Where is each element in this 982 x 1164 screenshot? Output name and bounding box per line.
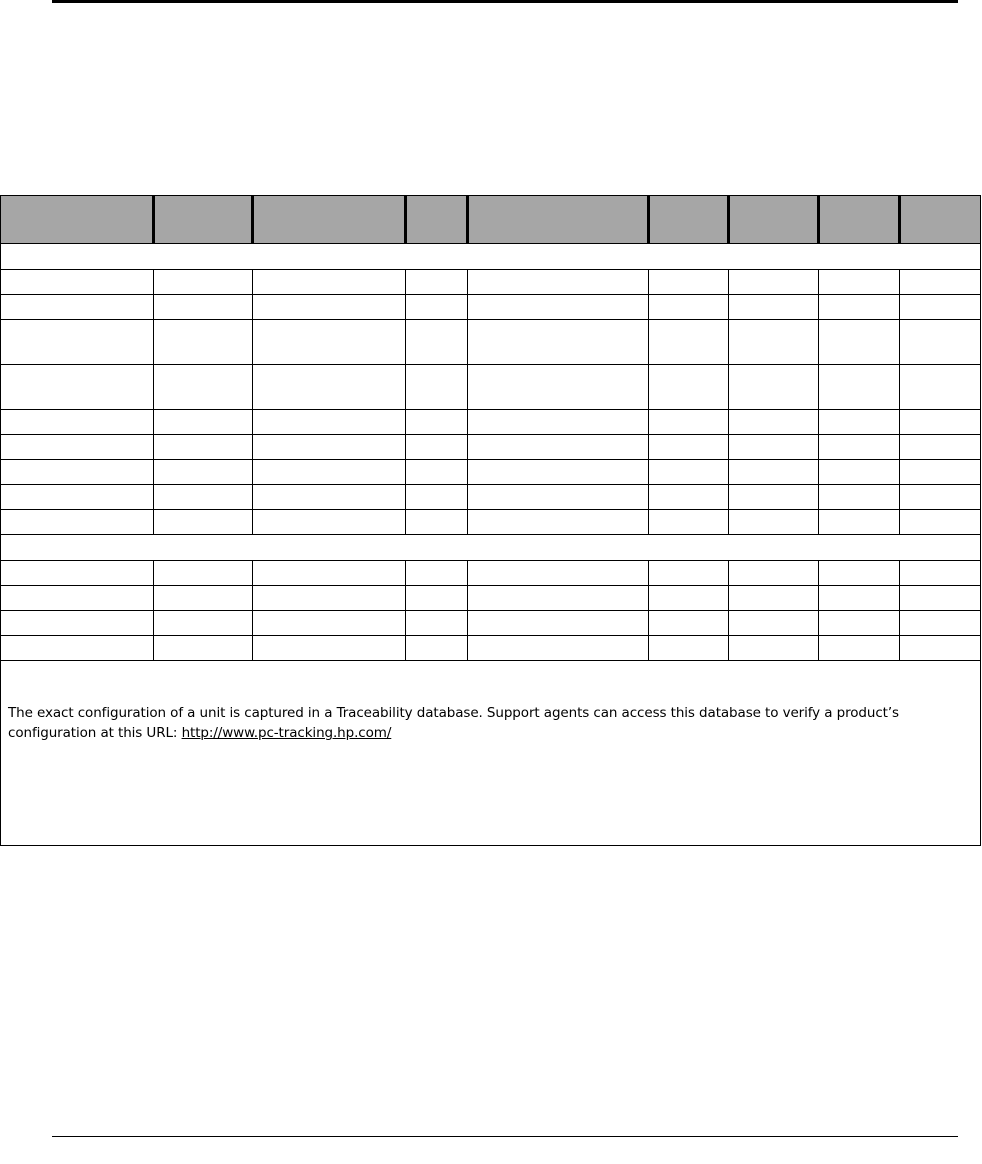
configuration-table [0,195,981,846]
table-row [1,365,981,410]
table-row [1,270,981,295]
table-row [1,410,981,435]
table-row [1,586,981,611]
table-row [1,611,981,636]
header-cell [1,196,154,244]
header-cell [729,196,819,244]
top-rule [52,0,958,3]
table-row [1,460,981,485]
header-cell [900,196,981,244]
section-cell [1,244,981,270]
table-row [1,561,981,586]
table-row [1,636,981,661]
traceability-note-text: The exact configuration of a unit is captured in a Traceability database. Support agents can access this database to verify a product’s configuration at this URL: [8,705,899,741]
section-row [1,244,981,270]
table-header-row [1,196,981,244]
pc-tracking-link[interactable]: http://www.pc-tracking.hp.com/ [181,725,392,741]
section-cell [1,535,981,561]
table-row [1,485,981,510]
traceability-note [8,703,980,743]
header-cell [253,196,406,244]
header-cell [154,196,253,244]
section-row [1,535,981,561]
note-cell [1,661,981,846]
table-row [1,435,981,460]
header-cell [406,196,468,244]
table-row [1,320,981,365]
header-cell [468,196,649,244]
header-cell [819,196,900,244]
header-cell [649,196,729,244]
table-row [1,510,981,535]
table-row [1,295,981,320]
footer-rule [52,1136,958,1137]
note-row [1,661,981,846]
